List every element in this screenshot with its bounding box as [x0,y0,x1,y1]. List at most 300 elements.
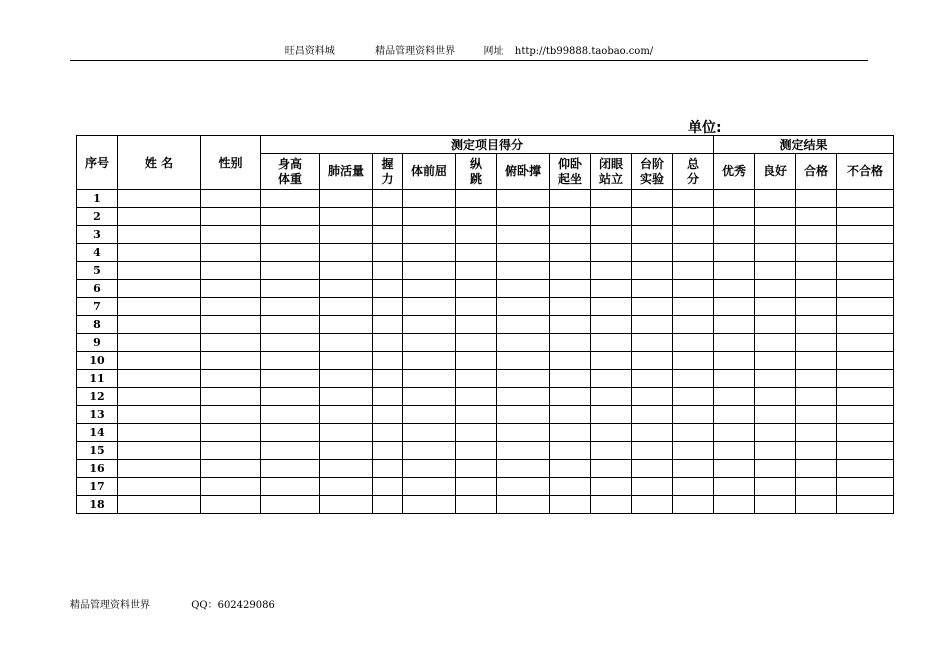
table-cell[interactable] [714,262,755,280]
table-cell[interactable] [837,406,894,424]
table-cell[interactable] [837,478,894,496]
table-cell[interactable] [632,370,673,388]
table-cell[interactable] [497,334,550,352]
table-cell[interactable] [714,478,755,496]
table-cell[interactable] [673,496,714,514]
table-cell[interactable] [591,496,632,514]
table-cell[interactable] [796,406,837,424]
table-cell[interactable] [320,280,373,298]
table-cell[interactable] [591,280,632,298]
header-index: 序号 [77,136,118,190]
table-cell[interactable] [837,424,894,442]
table-cell[interactable] [714,244,755,262]
table-cell[interactable] [261,388,320,406]
table-cell[interactable] [497,226,550,244]
table-cell[interactable] [261,406,320,424]
table-cell[interactable] [261,190,320,208]
table-cell[interactable] [456,334,497,352]
table-cell[interactable] [837,298,894,316]
table-cell[interactable] [403,424,456,442]
table-cell[interactable] [673,478,714,496]
table-cell[interactable] [456,316,497,334]
table-cell[interactable] [403,208,456,226]
table-cell[interactable] [632,298,673,316]
table-cell[interactable] [714,406,755,424]
table-cell[interactable] [837,262,894,280]
table-cell[interactable] [201,298,261,316]
table-cell[interactable] [632,316,673,334]
table-cell[interactable] [497,478,550,496]
table-cell[interactable] [550,424,591,442]
table-cell[interactable] [403,298,456,316]
table-cell[interactable] [320,208,373,226]
table-cell[interactable] [201,244,261,262]
table-cell[interactable] [456,496,497,514]
table-cell[interactable] [714,496,755,514]
table-cell[interactable] [550,190,591,208]
table-cell[interactable] [673,298,714,316]
table-cell[interactable] [320,226,373,244]
table-cell[interactable] [550,262,591,280]
table-cell[interactable] [456,208,497,226]
table-cell[interactable] [456,262,497,280]
table-cell[interactable] [118,208,201,226]
table-cell[interactable] [497,262,550,280]
table-cell[interactable] [550,496,591,514]
table-cell[interactable] [456,244,497,262]
table-cell[interactable] [673,244,714,262]
table-cell[interactable] [591,460,632,478]
header-test-item [456,154,497,190]
table-cell[interactable] [403,460,456,478]
table-cell[interactable] [837,334,894,352]
header-test-item-line: 力 [381,171,394,186]
table-cell[interactable] [403,190,456,208]
table-cell[interactable] [118,244,201,262]
table-cell[interactable] [261,442,320,460]
table-cell[interactable] [403,442,456,460]
table-cell[interactable] [673,280,714,298]
table-cell[interactable] [497,244,550,262]
table-cell[interactable] [837,190,894,208]
table-cell[interactable] [320,496,373,514]
table-cell[interactable] [497,406,550,424]
table-cell[interactable] [403,478,456,496]
table-cell[interactable] [373,370,403,388]
table-cell[interactable] [456,298,497,316]
header-test-item-line: 总 [687,156,700,171]
table-cell[interactable] [201,262,261,280]
table-cell[interactable] [403,226,456,244]
table-cell[interactable] [261,460,320,478]
table-cell[interactable] [550,208,591,226]
table-cell[interactable] [261,280,320,298]
table-cell[interactable] [550,244,591,262]
table-cell[interactable] [755,442,796,460]
table-cell[interactable] [755,478,796,496]
table-cell[interactable] [373,280,403,298]
table-cell[interactable] [796,280,837,298]
table-cell[interactable] [497,496,550,514]
table-cell[interactable] [632,460,673,478]
table-cell[interactable] [550,406,591,424]
table-cell[interactable] [201,424,261,442]
table-cell[interactable] [796,424,837,442]
row-index: 13 [77,406,118,424]
table-cell[interactable] [118,352,201,370]
table-cell[interactable] [673,352,714,370]
table-cell[interactable] [837,244,894,262]
table-cell[interactable] [456,478,497,496]
table-cell[interactable] [755,190,796,208]
table-cell[interactable] [837,370,894,388]
table-cell[interactable] [755,352,796,370]
table-cell[interactable] [261,262,320,280]
header-test-item-line: 身高 [277,156,302,171]
table-cell[interactable] [550,280,591,298]
table-cell[interactable] [714,280,755,298]
table-cell[interactable] [320,388,373,406]
table-cell[interactable] [456,424,497,442]
table-cell[interactable] [837,388,894,406]
table-cell[interactable] [591,478,632,496]
table-cell[interactable] [201,334,261,352]
table-cell[interactable] [714,226,755,244]
table-cell[interactable] [714,424,755,442]
table-cell[interactable] [456,280,497,298]
table-cell[interactable] [591,208,632,226]
table-cell[interactable] [373,208,403,226]
table-cell[interactable] [403,406,456,424]
table-cell[interactable] [497,370,550,388]
table-cell[interactable] [201,190,261,208]
table-cell[interactable] [837,442,894,460]
table-cell[interactable] [755,226,796,244]
table-cell[interactable] [796,442,837,460]
table-cell[interactable] [550,370,591,388]
table-cell[interactable] [673,406,714,424]
table-cell[interactable] [755,388,796,406]
table-cell[interactable] [591,370,632,388]
table-cell[interactable] [837,208,894,226]
table-cell[interactable] [796,478,837,496]
table-cell[interactable] [201,208,261,226]
table-cell[interactable] [550,478,591,496]
table-cell[interactable] [403,262,456,280]
table-cell[interactable] [320,406,373,424]
table-cell[interactable] [796,316,837,334]
table-cell[interactable] [755,208,796,226]
table-cell[interactable] [755,460,796,478]
table-cell[interactable] [373,478,403,496]
table-cell[interactable] [118,406,201,424]
table-cell[interactable] [497,388,550,406]
table-cell[interactable] [456,388,497,406]
table-cell[interactable] [755,406,796,424]
table-cell[interactable] [403,352,456,370]
table-cell[interactable] [118,280,201,298]
table-cell[interactable] [497,316,550,334]
table-cell[interactable] [403,244,456,262]
table-cell[interactable] [837,460,894,478]
table-cell[interactable] [591,190,632,208]
table-cell[interactable] [320,460,373,478]
table-cell[interactable] [837,316,894,334]
table-row [77,280,894,298]
table-cell[interactable] [673,262,714,280]
table-cell[interactable] [632,424,673,442]
table-cell[interactable] [755,244,796,262]
table-cell[interactable] [261,478,320,496]
table-cell[interactable] [632,352,673,370]
table-cell[interactable] [456,442,497,460]
table-cell[interactable] [796,496,837,514]
table-cell[interactable] [673,442,714,460]
table-cell[interactable] [591,352,632,370]
table-cell[interactable] [320,370,373,388]
table-cell[interactable] [755,316,796,334]
table-cell[interactable] [261,424,320,442]
table-cell[interactable] [373,352,403,370]
table-cell[interactable] [497,298,550,316]
table-cell[interactable] [118,460,201,478]
unit-label: 单位: [688,120,722,136]
table-cell[interactable] [403,316,456,334]
table-cell[interactable] [320,316,373,334]
table-cell[interactable] [591,226,632,244]
table-cell[interactable] [497,280,550,298]
table-cell[interactable] [118,388,201,406]
table-cell[interactable] [320,334,373,352]
table-cell[interactable] [373,424,403,442]
table-cell[interactable] [796,352,837,370]
table-cell[interactable] [591,334,632,352]
table-cell[interactable] [373,244,403,262]
table-cell[interactable] [373,262,403,280]
table-cell[interactable] [261,370,320,388]
table-cell[interactable] [118,478,201,496]
table-cell[interactable] [632,244,673,262]
table-cell[interactable] [550,334,591,352]
table-cell[interactable] [755,496,796,514]
table-cell[interactable] [796,244,837,262]
table-cell[interactable] [714,460,755,478]
table-cell[interactable] [373,298,403,316]
table-cell[interactable] [118,190,201,208]
table-cell[interactable] [632,334,673,352]
table-cell[interactable] [632,190,673,208]
table-cell[interactable] [837,352,894,370]
table-cell[interactable] [118,370,201,388]
table-cell[interactable] [755,298,796,316]
table-cell[interactable] [320,262,373,280]
table-cell[interactable] [796,208,837,226]
fitness-score-table [76,135,894,514]
table-cell[interactable] [837,280,894,298]
table-cell[interactable] [755,334,796,352]
table-cell[interactable] [673,370,714,388]
table-cell[interactable] [632,496,673,514]
table-cell[interactable] [673,388,714,406]
table-cell[interactable] [796,370,837,388]
table-cell[interactable] [673,208,714,226]
table-cell[interactable] [714,298,755,316]
table-cell[interactable] [320,442,373,460]
table-cell[interactable] [320,478,373,496]
table-cell[interactable] [201,406,261,424]
table-cell[interactable] [373,406,403,424]
table-cell[interactable] [261,334,320,352]
table-cell[interactable] [201,460,261,478]
table-cell[interactable] [796,262,837,280]
table-cell[interactable] [403,388,456,406]
table-row [77,244,894,262]
table-cell[interactable] [591,262,632,280]
table-cell[interactable] [320,352,373,370]
table-cell[interactable] [201,280,261,298]
table-cell[interactable] [796,388,837,406]
table-cell[interactable] [755,370,796,388]
table-cell[interactable] [118,262,201,280]
table-cell[interactable] [550,316,591,334]
table-cell[interactable] [497,424,550,442]
table-cell[interactable] [373,460,403,478]
table-cell[interactable] [591,424,632,442]
table-cell[interactable] [403,334,456,352]
table-cell[interactable] [632,442,673,460]
table-cell[interactable] [261,226,320,244]
table-cell[interactable] [456,352,497,370]
table-cell[interactable] [632,388,673,406]
table-cell[interactable] [796,460,837,478]
table-cell[interactable] [796,226,837,244]
table-cell[interactable] [591,406,632,424]
table-cell[interactable] [118,334,201,352]
table-cell[interactable] [591,244,632,262]
table-cell[interactable] [118,298,201,316]
table-cell[interactable] [497,460,550,478]
table-cell[interactable] [456,460,497,478]
table-cell[interactable] [261,298,320,316]
table-cell[interactable] [403,280,456,298]
table-cell[interactable] [550,226,591,244]
table-cell[interactable] [837,226,894,244]
table-cell[interactable] [261,244,320,262]
table-cell[interactable] [118,316,201,334]
table-cell[interactable] [201,442,261,460]
table-cell[interactable] [403,370,456,388]
table-cell[interactable] [497,352,550,370]
table-cell[interactable] [456,370,497,388]
table-cell[interactable] [320,424,373,442]
table-cell[interactable] [550,352,591,370]
table-cell[interactable] [755,280,796,298]
table-cell[interactable] [373,316,403,334]
table-cell[interactable] [591,442,632,460]
table-cell[interactable] [714,334,755,352]
table-cell[interactable] [201,352,261,370]
table-cell[interactable] [456,406,497,424]
table-cell[interactable] [201,388,261,406]
table-cell[interactable] [755,424,796,442]
table-cell[interactable] [497,208,550,226]
table-cell[interactable] [796,334,837,352]
table-cell[interactable] [714,352,755,370]
table-cell[interactable] [201,478,261,496]
table-cell[interactable] [591,316,632,334]
table-cell[interactable] [714,388,755,406]
table-cell[interactable] [632,478,673,496]
table-cell[interactable] [673,460,714,478]
table-cell[interactable] [497,190,550,208]
table-cell[interactable] [201,496,261,514]
table-cell[interactable] [673,424,714,442]
table-cell[interactable] [550,388,591,406]
table-cell[interactable] [118,496,201,514]
table-cell[interactable] [118,424,201,442]
table-cell[interactable] [632,262,673,280]
table-cell[interactable] [796,298,837,316]
table-cell[interactable] [632,208,673,226]
table-cell[interactable] [201,226,261,244]
table-cell[interactable] [373,190,403,208]
table-cell[interactable] [201,370,261,388]
table-cell[interactable] [403,496,456,514]
table-cell[interactable] [373,496,403,514]
table-cell[interactable] [320,298,373,316]
table-cell[interactable] [632,406,673,424]
table-cell[interactable] [714,190,755,208]
table-cell[interactable] [118,442,201,460]
table-cell[interactable] [714,208,755,226]
table-cell[interactable] [497,442,550,460]
table-cell[interactable] [320,190,373,208]
table-cell[interactable] [118,226,201,244]
table-cell[interactable] [373,388,403,406]
table-cell[interactable] [591,388,632,406]
table-cell[interactable] [261,352,320,370]
table-cell[interactable] [714,316,755,334]
table-cell[interactable] [796,190,837,208]
table-cell[interactable] [456,190,497,208]
table-cell[interactable] [837,496,894,514]
table-cell[interactable] [550,442,591,460]
table-cell[interactable] [456,226,497,244]
table-cell[interactable] [261,316,320,334]
table-cell[interactable] [673,316,714,334]
table-cell[interactable] [201,316,261,334]
row-index: 10 [77,352,118,370]
table-cell[interactable] [550,298,591,316]
table-cell[interactable] [673,226,714,244]
table-cell[interactable] [632,280,673,298]
table-cell[interactable] [673,334,714,352]
table-cell[interactable] [632,226,673,244]
table-cell[interactable] [550,460,591,478]
table-cell[interactable] [261,496,320,514]
table-cell[interactable] [320,244,373,262]
table-cell[interactable] [591,298,632,316]
table-cell[interactable] [261,208,320,226]
table-cell[interactable] [714,370,755,388]
header-url[interactable]: http://tb99888.taobao.com/ [514,46,654,57]
table-cell[interactable] [673,190,714,208]
table-cell[interactable] [373,442,403,460]
table-cell[interactable] [373,334,403,352]
table-cell[interactable] [714,442,755,460]
table-cell[interactable] [373,226,403,244]
table-cell[interactable] [755,262,796,280]
